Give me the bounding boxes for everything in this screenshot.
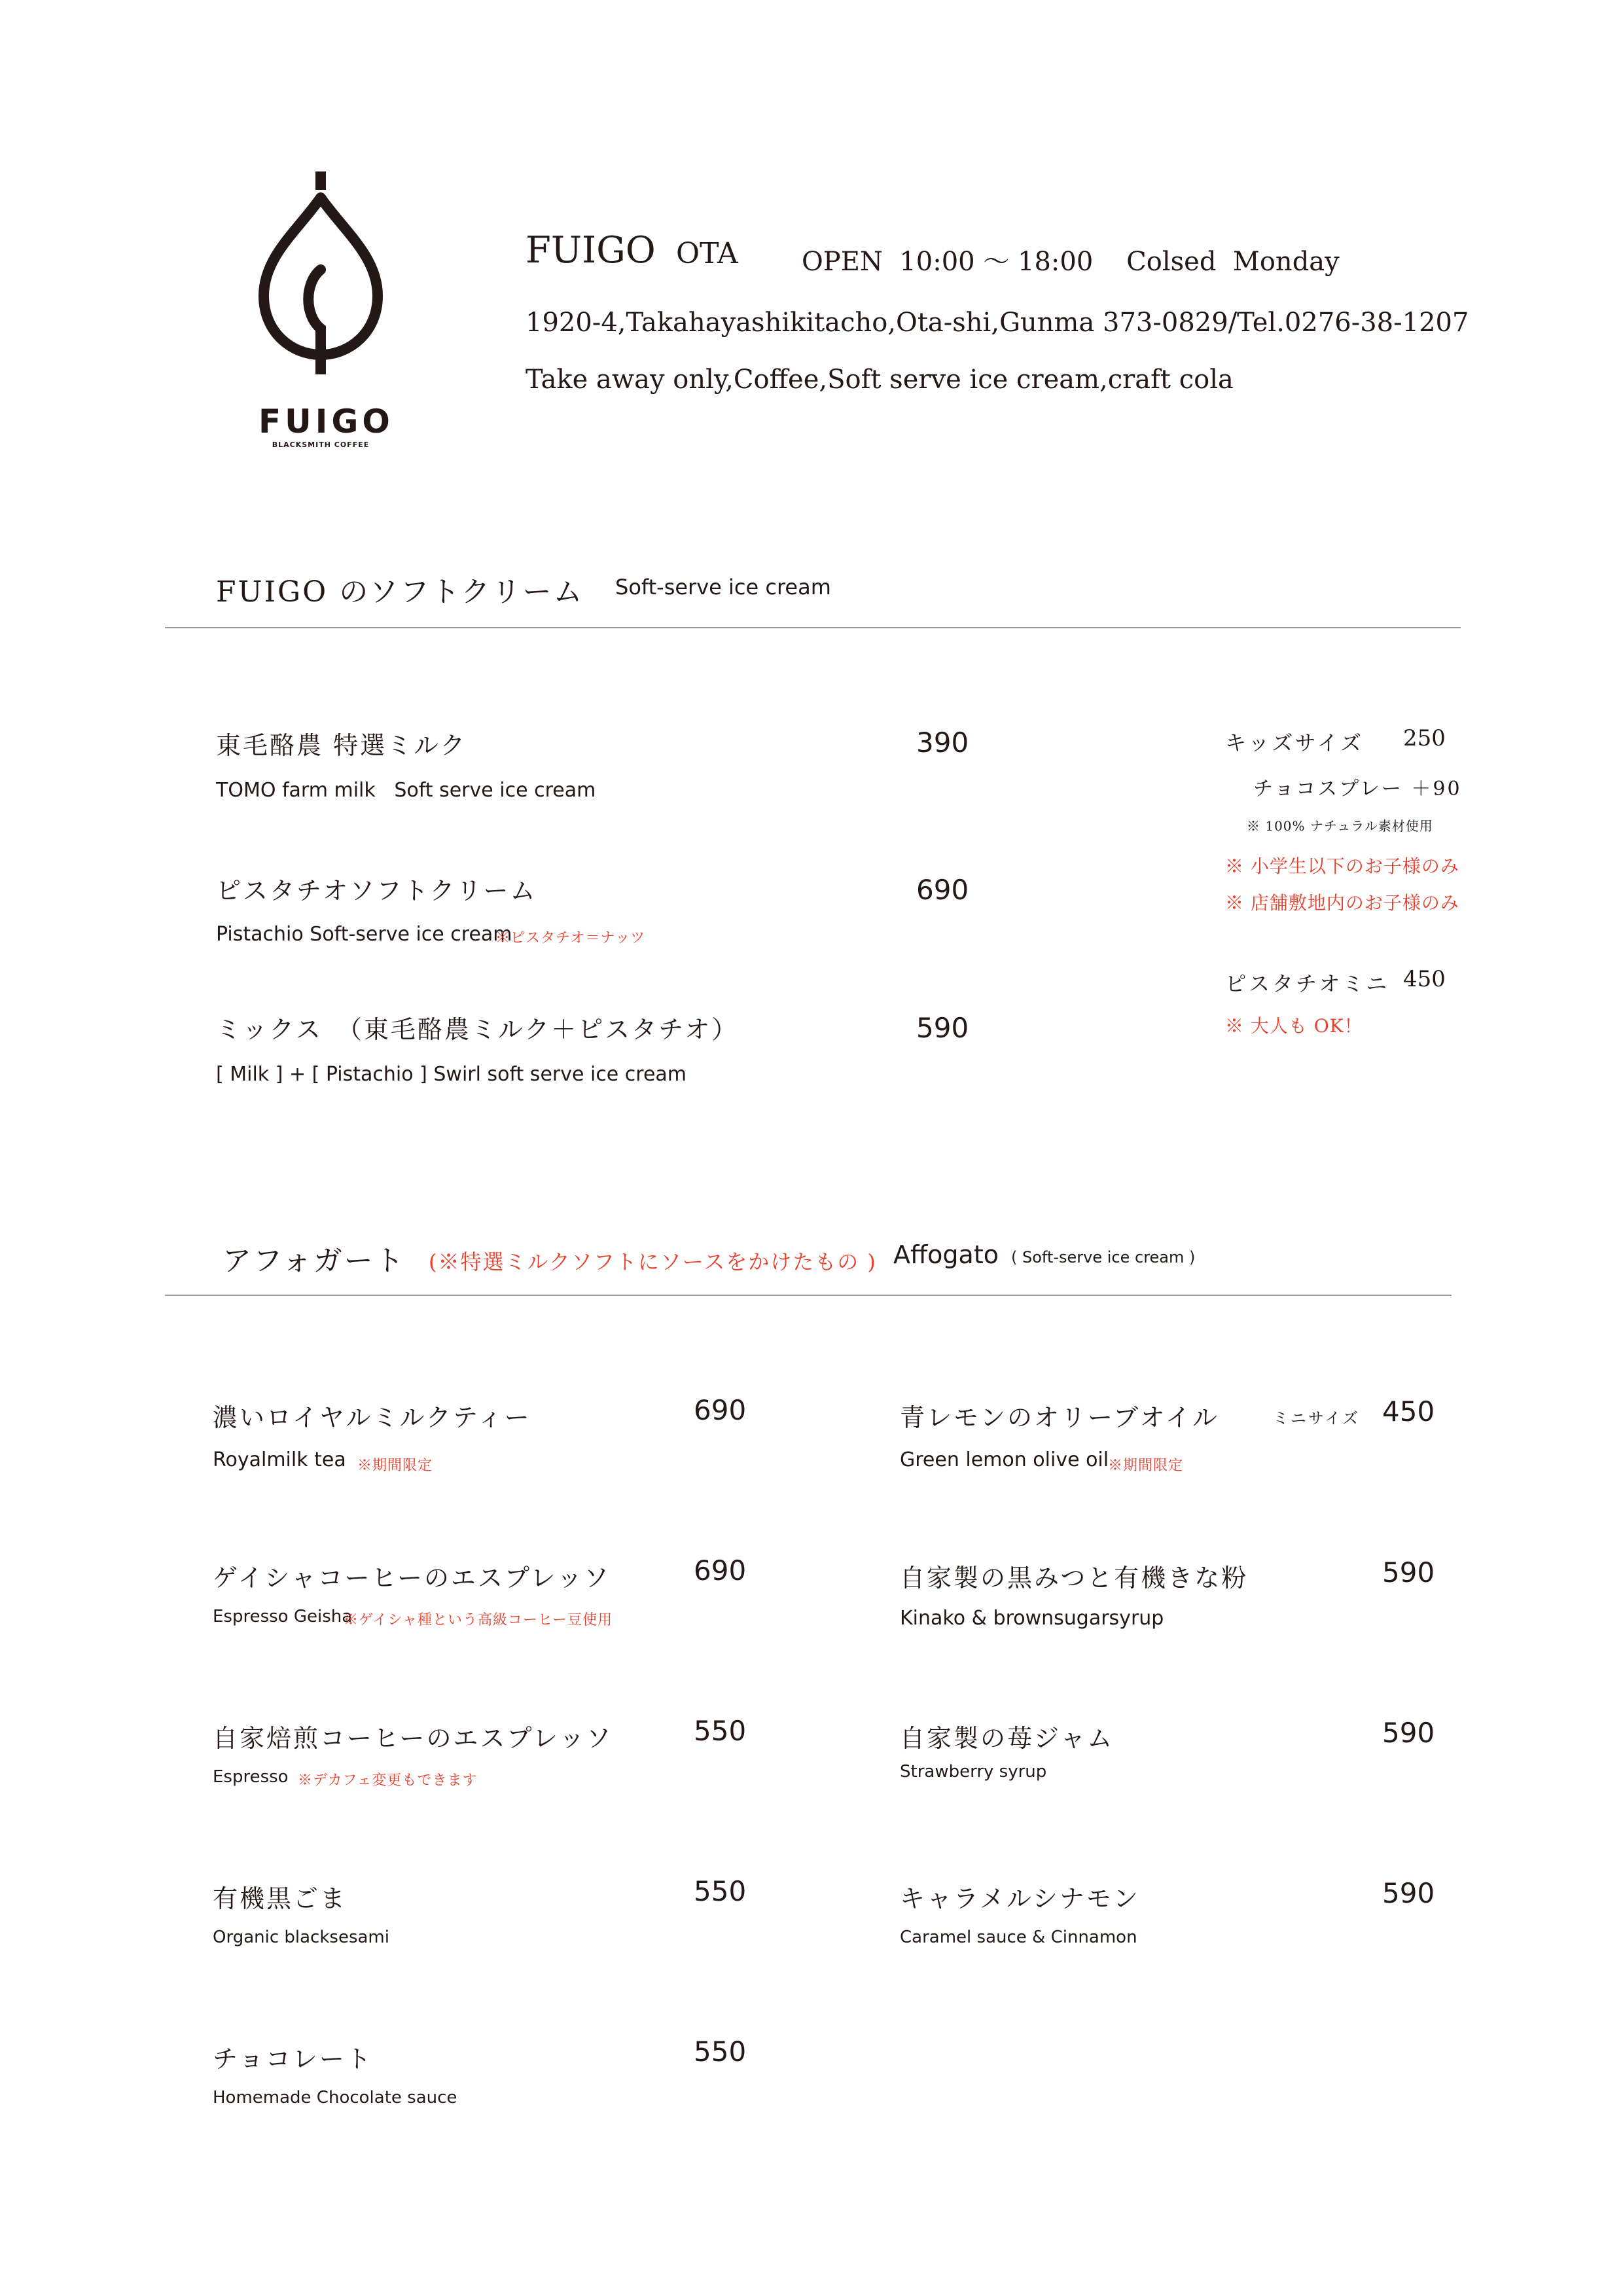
menu-item-price: 550 [694,1875,747,1907]
section-divider [165,627,1461,628]
menu-item-name-jp: チョコレート [213,2045,373,2073]
menu-item-price: 690 [694,1394,747,1426]
choco-spray-option: チョコスプレー ＋90 [1253,778,1462,800]
logo-subtitle: BLACKSMITH COFFEE [272,440,370,449]
menu-item-note: ※期間限定 [1108,1458,1184,1474]
shop-description: Take away only,Coffee,Soft serve ice cream,craft cola [526,365,1234,395]
menu-item-name-jp: 青レモンのオリーブオイル [900,1403,1219,1432]
menu-item-name-en: Green lemon olive oil [900,1448,1109,1471]
menu-item-price: 690 [694,1554,747,1587]
menu-item-name-jp: 自家焙煎コーヒーのエスプレッソ [213,1724,613,1753]
menu-item-name-en: Royalmilk tea [213,1448,346,1471]
menu-item-name-jp: ピスタチオソフトクリーム [216,876,537,905]
kids-size-label: キッズサイズ [1225,730,1364,755]
menu-item-name-en: Espresso [213,1767,289,1787]
kids-size-price: 250 [1403,725,1446,751]
menu-item-price: 450 [1382,1395,1435,1427]
menu-item-note: ※ピスタチオ＝ナッツ [495,930,646,946]
menu-item-note: ※ゲイシャ種という高級コーヒー豆使用 [344,1612,613,1628]
affogato-section-subtitle: Affogato [893,1240,999,1269]
menu-item-name-jp: ミックス （東毛酪農ミルク＋ピスタチオ） [216,1015,739,1044]
menu-item-name-jp: ゲイシャコーヒーのエスプレッソ [213,1564,611,1592]
natural-ingredients-note: ※ 100% ナチュラル素材使用 [1247,818,1433,834]
menu-item-price: 590 [916,1012,969,1044]
menu-item-name-jp: 濃いロイヤルミルクティー [213,1403,531,1432]
softserve-section-title: FUIGO のソフトクリーム [216,575,584,609]
kids-age-note: ※ 小学生以下のお子様のみ [1225,855,1459,877]
menu-item-price: 590 [1382,1556,1435,1588]
menu-item-price: 690 [916,874,969,906]
menu-item-name-jp: 自家製の黒みつと有機きな粉 [900,1564,1249,1592]
menu-item-name-jp: キャラメルシナモン [900,1884,1140,1913]
menu-item-price: 390 [916,726,969,759]
menu-item-note: ※期間限定 [357,1458,433,1474]
kids-premises-note: ※ 店舗敷地内のお子様のみ [1225,892,1459,914]
menu-item-name-jp: 自家製の苺ジャム [900,1724,1115,1753]
opening-hours: OPEN 10:00 〜 18:00 Colsed Monday [802,247,1340,277]
menu-item-name-en: Organic blacksesami [213,1928,389,1947]
menu-item-name-en: Strawberry syrup [900,1762,1047,1782]
menu-item-name-en: [ Milk ] + [ Pistachio ] Swirl soft serve ice cream [216,1063,687,1086]
menu-item-name-jp: 有機黒ごま [213,1884,348,1913]
fuigo-drop-logo-icon [259,171,383,374]
affogato-section-title: アフォガート [223,1244,406,1278]
logo-wordmark: FUIGO [259,403,394,440]
menu-item-price: 590 [1382,1877,1435,1909]
section-divider [165,1295,1452,1296]
shop-address: 1920-4,Takahayashikitacho,Ota-shi,Gunma 373-0829/Tel.0276-38-1207 [526,308,1469,338]
menu-item-name-jp: 東毛酪農 特選ミルク [216,731,467,760]
affogato-section-subtitle-note: ( Soft-serve ice cream ) [1011,1248,1196,1266]
menu-item-price: 550 [694,2036,747,2068]
pistachio-mini-label: ピスタチオミニ [1225,971,1390,996]
menu-item-price: 550 [694,1715,747,1747]
menu-item-note: ※デカフェ変更もできます [298,1772,478,1789]
pistachio-mini-note: ※ 大人も OK！ [1225,1015,1363,1037]
shop-name: FUIGO [526,229,656,272]
affogato-section-note: (※特選ミルクソフトにソースをかけたもの ) [429,1249,877,1274]
pistachio-mini-price: 450 [1403,966,1446,992]
menu-item-name-en: TOMO farm milk Soft serve ice cream [216,779,596,802]
menu-item-name-en: Kinako & brownsugarsyrup [900,1607,1164,1630]
menu-item-name-en: Pistachio Soft-serve ice cream [216,923,512,946]
menu-item-name-en: Caramel sauce & Cinnamon [900,1928,1137,1947]
menu-item-price: 590 [1382,1717,1435,1749]
shop-branch: OTA [676,237,738,270]
mini-size-label: ミニサイズ [1273,1409,1361,1427]
softserve-section-subtitle: Soft-serve ice cream [615,575,831,600]
menu-item-name-en: Homemade Chocolate sauce [213,2088,457,2108]
menu-item-name-en: Espresso Geisha [213,1607,353,1626]
